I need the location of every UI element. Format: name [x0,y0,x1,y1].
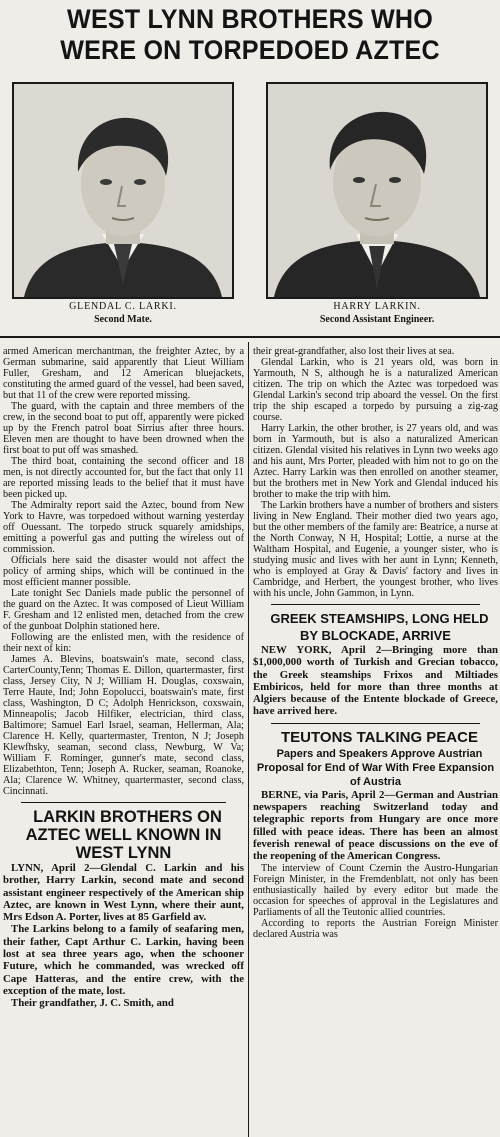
right-paragraph-3: Harry Larkin, the other brother, is 27 years old, and was born in Yarmouth, but is also a naturalized American citizen. Glendal visited his relatives in Lynn two weeks ago and his aunt, Mrs Porter, pleaded with him not to go on the Aztec. Harry Larkin was then enrolled on another steamer, but the brothers met in New York and Glendal induced his brother to make the trip with him. [253,423,498,500]
section-lead-larkin: LYNN, April 2—Glendal C. Larkin and his brother, Harry Larkin, second mate and second assistant engineer respectively of the American ship Aztec, are known in West Lynn, where their aunt, Mrs Edson A. Porter, lives at 85 Garfield av. [3,862,244,924]
right-paragraph-2: Glendal Larkin, who is 21 years old, was born in Yarmouth, N S, although he is a naturalized American citizen. The trip on which the Aztec was torpedoed was Glendal Larkin's second trip aboard the vessel. On the first trip the ship escaped a torpedo by pursuing a zig-zag course. [253,357,498,423]
portrait-harry-larkin [266,82,488,299]
right-column [253,346,498,1132]
left-paragraph-3: The third boat, containing the second officer and 18 men, is not directly accounted for, but the fact that only 11 are reported missing leads to the belief that it must have been picked up. [3,456,244,500]
portrait-glendal-image [14,84,232,297]
portrait-harry-image [268,84,486,297]
caption-harry-name: HARRY LARKIN. [333,301,421,312]
left-paragraph-7: Following are the enlisted men, with the residence of their next of kin: [3,632,244,654]
left-paragraph-10: Their grandfather, J. C. Smith, and [11,997,174,1010]
portrait-glendal-larkin [12,82,234,299]
caption-harry [262,300,492,326]
caption-glendal-title: Second Mate. [94,314,152,325]
section-lead-teutons: BERNE, via Paris, April 2—German and Austrian newspapers reaching Switzerland today and telegraphic reports from Hungary are once more filled with peace ideas. There has been an almost feverish renewal of peace discussions on the eve of the reopening of the American Congress. [253,788,498,863]
section-headline-greek: GREEK STEAMSHIPS, LONG HELD BY BLOCKADE, ARRIVE [270,611,489,643]
left-paragraph-5: Officials here said the disaster would not affect the policy of arming ships, which will be continued in the most efficient manner possible. [3,555,244,588]
section-headline-teutons: TEUTONS TALKING PEACE [281,728,478,746]
headline [18,4,483,66]
left-paragraph-6: Late tonight Sec Daniels made public the personnel of the guard on the Aztec. It was composed of Lieut William F. Gresham and 12 enlisted men, detached from the crew of the gunboat Dolphin stationed here. [3,588,244,632]
section-lead-greek: NEW YORK, April 2—Bringing more than $1,000,000 worth of Turkish and Grecian tobacco, the Greek steamships Frixos and Miltiades Embiricos, held for more than three months at Algiers because of the Entente blockade of Greece, have arrived here. [253,644,498,718]
caption-glendal [12,300,234,326]
headline-line-1: WEST LYNN BROTHERS WHO [67,4,433,34]
left-paragraph-2: The guard, with the captain and three members of the crew, in the second boat to put off, apparently were picked up by the French patrol boat Sirrius after three hours. Eleven men are thought to have been drowned when the first boat to put off was smashed. [3,401,244,456]
left-paragraph-4: The Admiralty report said the Aztec, bound from New York to Havre, was torpedoed without warning yesterday off Ouessant. The torpedo struck squarely amidships, emitting a powerful gas and putting the wireless out of commission. [3,500,244,555]
right-paragraph-5: The interview of Count Czernin the Austro-Hungarian Foreign Minister, in the Fremdenblatt, not only has been enthusiastically hailed by every editor but made the occasion for speeches of approval in the Legislatures and Parliaments of all the Teutonic allied countries. [253,862,498,918]
headline-line-2: WERE ON TORPEDOED AZTEC [60,35,440,65]
left-paragraph-8: James A. Blevins, boatswain's mate, second class, CarterCounty,Tenn; Thomas E. Dillon, quartermaster, first class, Jersey City, N J; William H. Douglas, coxswain, Terre Haute, Ind; John Eopolucci, boatswain's mate, first class, Washington, D C; Adolph Henrickson, coxswain, Minneapolis; Jacob Hilfiker, electrician, third class, Baltimore; Samuel Earl Israel, seaman, Hellerman, Ala; Clarence H. Kelly, quartermaster, Trenton, N J; Joseph Klewfhsky, seaman, second class, Newburg, W Va; William F. Rominger, gunner's mate, second class, Elizabethton, Tenn; Joseph A. Rucker, seaman, Roanoke, Ala; Clarence W. Whitney, quartermaster, second class, Cincinnati. [3,654,244,797]
caption-glendal-name: GLENDAL C. LARKI. [69,301,177,312]
section-separator [271,604,480,605]
left-paragraph-9: The Larkins belong to a family of seafaring men, their father, Capt Arthur C. Larkin, having been lost at sea three years ago, when the schooner Future, which he commanded, was wrecked off Cape Hatteras, and the entire crew, with the exception of the mate, lost. [3,923,244,997]
section-separator [21,802,226,803]
left-column [3,346,244,1132]
section-separator [271,723,480,724]
section-subhead-teutons: Papers and Speakers Approve Austrian Proposal for End of War With Free Expansion of Austria [256,747,495,788]
caption-harry-title: Second Assistant Engineer. [319,314,435,325]
horizontal-rule [0,336,500,338]
right-paragraph-1: their great-grandfather, also lost their lives at sea. [253,346,455,357]
right-paragraph-6: According to reports the Austrian Foreign Minister declared Austria was [253,917,498,940]
section-headline-larkin: LARKIN BROTHERS ON AZTEC WELL KNOWN IN WEST LYNN [25,808,222,862]
right-paragraph-4: The Larkin brothers have a number of brothers and sisters living in New England. Their mother died two years ago, but the other members of the family are: Beatrice, a nurse at the North Conway, N H, Hospital; Lottie, a nurse at the Waltham Hospital, and Eugenie, a younger sister, who is studying music and lives with her aunt in Lynn; Kenneth, who is employed at Gray & Davis' factory and lives in Cambridge, and Herbert, the youngest brother, who lives with his uncle, John Gammon, in Lynn. [253,500,498,599]
column-divider [248,342,249,1137]
left-paragraph-1: armed American merchantman, the freighter Aztec, by a German submarine, said apparently that Lieut William Fuller, Gresham, and 12 American bluejackets, constituting the armed guard of the vessel, had been saved, but that 11 of the crew were reported missing. [3,346,244,401]
